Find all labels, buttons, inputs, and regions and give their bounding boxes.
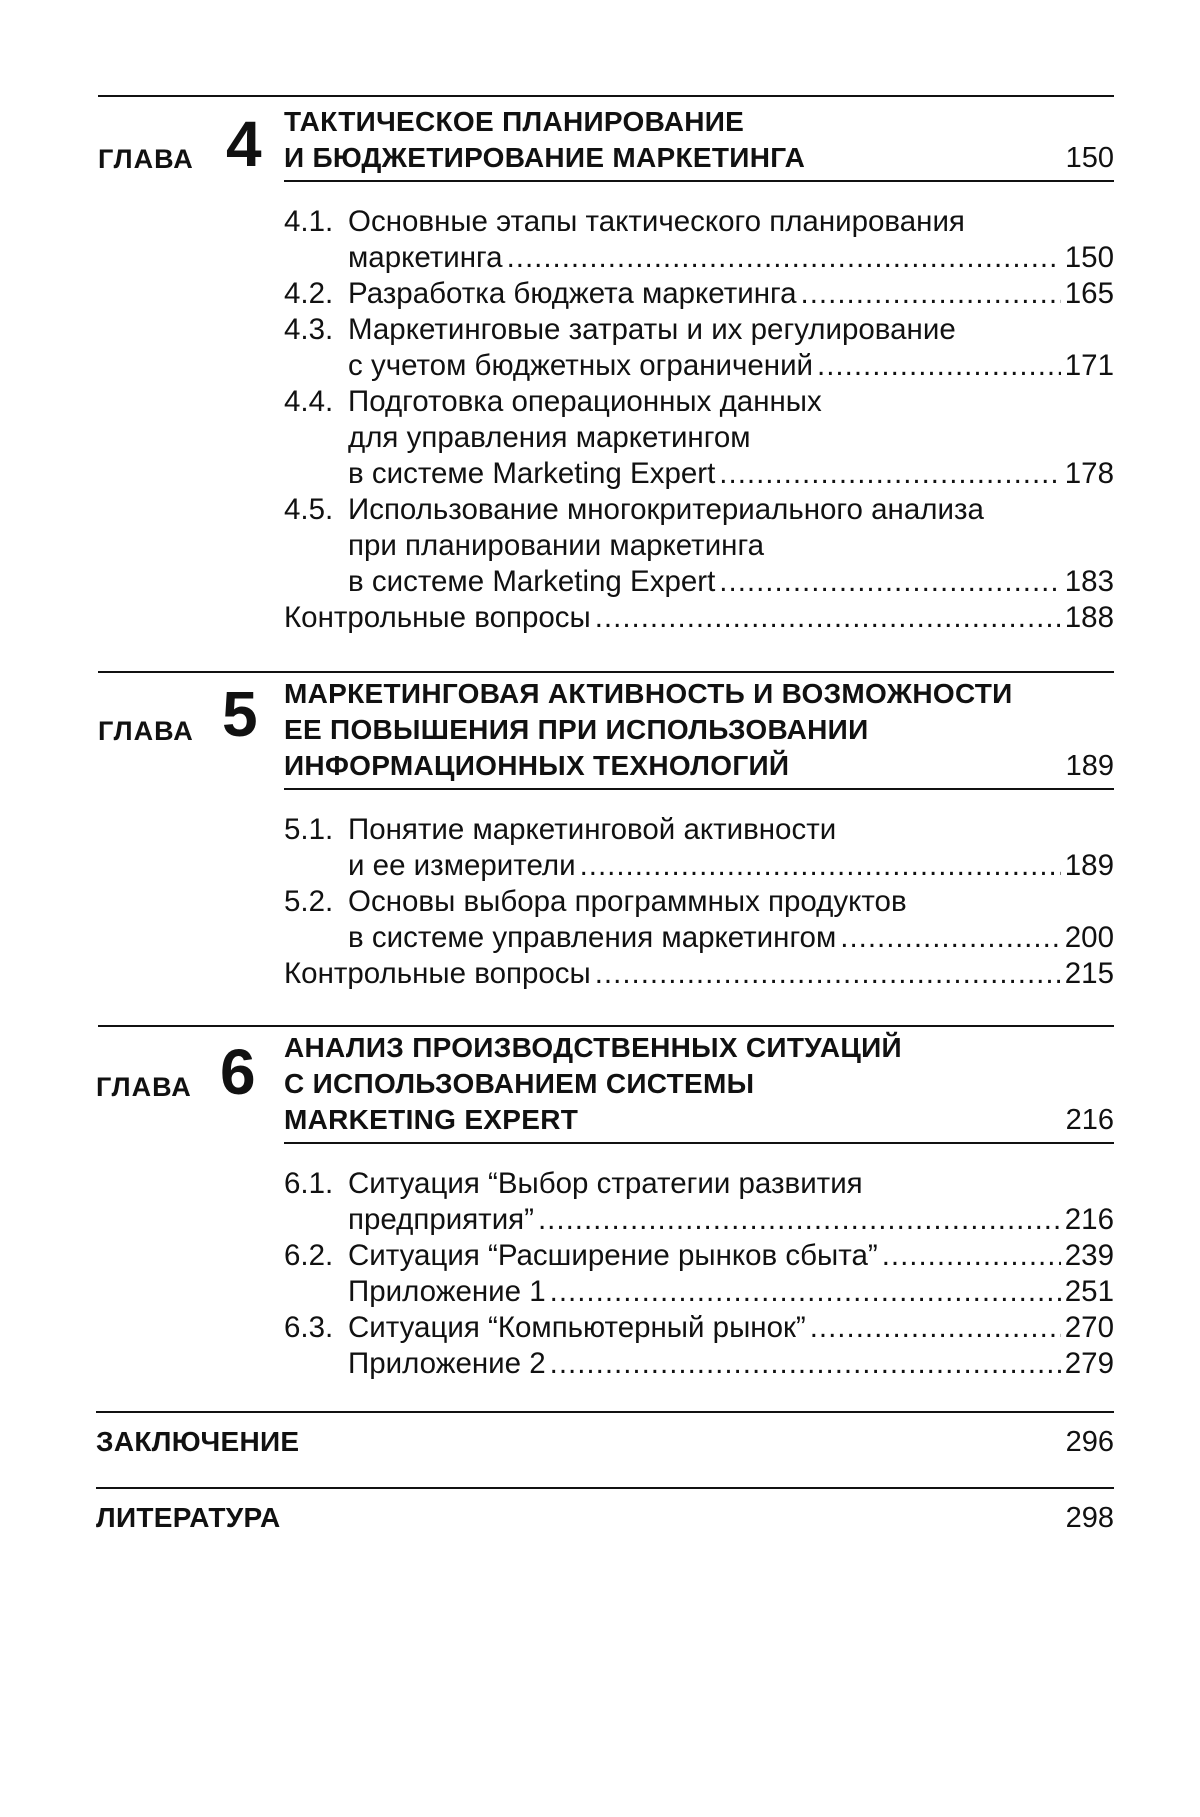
section-number: 4.1. xyxy=(284,205,334,238)
section-title-line: Приложение 2 xyxy=(348,1347,546,1380)
section-number: 4.3. xyxy=(284,313,334,346)
divider xyxy=(96,1411,1114,1413)
questions-label: Контрольные вопросы xyxy=(284,601,591,634)
section-title-line: Ситуация “Выбор стратегии развития xyxy=(348,1167,863,1200)
leader-dots xyxy=(595,956,1061,992)
leader-row xyxy=(348,1310,1114,1346)
section-title-line: для управления маркетингом xyxy=(348,421,751,454)
section-title-line: Маркетинговые затраты и их регулирование xyxy=(348,313,956,346)
leader-row xyxy=(348,1346,1114,1382)
divider xyxy=(98,95,1114,97)
section-number: 4.5. xyxy=(284,493,334,526)
section-title-line: Подготовка операционных данных xyxy=(348,385,822,418)
chapter-title xyxy=(284,104,805,176)
leader-dots xyxy=(550,1346,1061,1382)
section-title-line: Разработка бюджета маркетинга xyxy=(348,277,797,310)
section-number: 5.2. xyxy=(284,885,334,918)
leader-row xyxy=(284,956,1114,992)
leader-row xyxy=(284,600,1114,636)
chapter-title-line: ТАКТИЧЕСКОЕ ПЛАНИРОВАНИЕ xyxy=(284,106,745,137)
page-number: 165 xyxy=(1064,277,1114,310)
leader-row xyxy=(348,276,1114,312)
toc-entry[interactable] xyxy=(284,1310,1114,1346)
page-number: 171 xyxy=(1064,349,1114,382)
section-title-line: Использование многокритериального анализа xyxy=(348,493,984,526)
leader-row xyxy=(348,1238,1114,1274)
section-title-line: и ее измерители xyxy=(348,849,576,882)
page-number: 216 xyxy=(1064,1203,1114,1236)
leader-dots xyxy=(550,1274,1061,1310)
leader-dots xyxy=(801,276,1061,312)
leader-row xyxy=(348,1202,1114,1238)
chapter-page[interactable]: 150 xyxy=(1065,142,1114,174)
leader-dots xyxy=(507,240,1061,276)
leader-row xyxy=(348,240,1114,276)
chapter-title-line: ЕЕ ПОВЫШЕНИЯ ПРИ ИСПОЛЬЗОВАНИИ xyxy=(284,714,869,745)
conclusion-page: 296 xyxy=(1065,1426,1114,1458)
section-title-line: маркетинга xyxy=(348,241,503,274)
page-number: 150 xyxy=(1064,241,1114,274)
section-number: 5.1. xyxy=(284,813,334,846)
literature-page: 298 xyxy=(1065,1502,1114,1534)
leader-row xyxy=(348,1274,1114,1310)
leader-dots xyxy=(719,564,1060,600)
leader-row xyxy=(348,348,1114,384)
toc-entry-appendix[interactable] xyxy=(284,1274,1114,1310)
chapter-label: ГЛАВА xyxy=(96,1072,192,1102)
section-title-line: с учетом бюджетных ограничений xyxy=(348,349,814,382)
page-number: 188 xyxy=(1064,601,1114,634)
leader-row xyxy=(348,848,1114,884)
section-title-line: Ситуация “Компьютерный рынок” xyxy=(348,1311,806,1344)
leader-row xyxy=(348,920,1114,956)
leader-dots xyxy=(719,456,1060,492)
section-number: 4.4. xyxy=(284,385,334,418)
chapter-title-line: MARKETING EXPERT xyxy=(284,1104,579,1135)
chapter-number: 6 xyxy=(220,1036,256,1108)
section-title-line: при планировании маркетинга xyxy=(348,529,764,562)
page-number: 215 xyxy=(1064,957,1114,990)
leader-dots xyxy=(817,348,1061,384)
page-number: 279 xyxy=(1064,1347,1114,1380)
section-number: 6.3. xyxy=(284,1311,334,1344)
leader-row xyxy=(348,564,1114,600)
section-number: 6.2. xyxy=(284,1239,334,1272)
chapter-title-line: АНАЛИЗ ПРОИЗВОДСТВЕННЫХ СИТУАЦИЙ xyxy=(284,1032,902,1063)
leader-row xyxy=(348,456,1114,492)
page-number: 270 xyxy=(1064,1311,1114,1344)
page-number: 251 xyxy=(1064,1275,1114,1308)
conclusion-title: ЗАКЛЮЧЕНИЕ xyxy=(96,1426,300,1457)
toc-entry[interactable] xyxy=(284,812,1114,884)
leader-dots xyxy=(580,848,1061,884)
chapter-page[interactable]: 189 xyxy=(1065,750,1114,782)
leader-dots xyxy=(882,1238,1061,1274)
literature-title: ЛИТЕРАТУРА xyxy=(96,1502,281,1533)
chapter-label: ГЛАВА xyxy=(98,716,194,746)
leader-dots xyxy=(840,920,1061,956)
section-title-line: Приложение 1 xyxy=(348,1275,546,1308)
toc-entry[interactable] xyxy=(284,276,1114,312)
page-number: 189 xyxy=(1064,849,1114,882)
toc-entry[interactable] xyxy=(284,204,1114,276)
section-title-line: Основы выбора программных продуктов xyxy=(348,885,907,918)
toc-entry-questions[interactable] xyxy=(284,600,1114,636)
chapter-title xyxy=(284,1030,902,1138)
chapter-title-line: И БЮДЖЕТИРОВАНИЕ МАРКЕТИНГА xyxy=(284,142,806,173)
page-number: 183 xyxy=(1064,565,1114,598)
chapter-title-line: ИНФОРМАЦИОННЫХ ТЕХНОЛОГИЙ xyxy=(284,750,790,781)
section-title-line: Понятие маркетинговой активности xyxy=(348,813,837,846)
chapter-title xyxy=(284,676,1013,784)
section-title-line: в системе Marketing Expert xyxy=(348,457,716,490)
chapter-number: 5 xyxy=(222,678,258,750)
divider xyxy=(284,180,1114,182)
leader-dots xyxy=(810,1310,1061,1346)
divider xyxy=(98,1025,1114,1027)
divider xyxy=(98,671,1114,673)
leader-dots xyxy=(595,600,1061,636)
divider xyxy=(96,1487,1114,1489)
chapter-page[interactable]: 216 xyxy=(1065,1104,1114,1136)
page-number: 200 xyxy=(1064,921,1114,954)
chapter-title-line: МАРКЕТИНГОВАЯ АКТИВНОСТЬ И ВОЗМОЖНОСТИ xyxy=(284,678,1013,709)
chapter-label: ГЛАВА xyxy=(98,144,194,174)
toc-entry[interactable] xyxy=(284,884,1114,956)
section-number: 6.1. xyxy=(284,1167,334,1200)
toc-entry[interactable] xyxy=(284,492,1114,600)
chapter-title-line: С ИСПОЛЬЗОВАНИЕМ СИСТЕМЫ xyxy=(284,1068,755,1099)
section-title-line: в системе управления маркетингом xyxy=(348,921,837,954)
toc-entry[interactable] xyxy=(284,384,1114,492)
section-number: 4.2. xyxy=(284,277,334,310)
divider xyxy=(284,788,1114,790)
divider xyxy=(284,1142,1114,1144)
page-number: 239 xyxy=(1064,1239,1114,1272)
toc-entry[interactable] xyxy=(284,312,1114,384)
toc-entry-questions[interactable] xyxy=(284,956,1114,992)
toc-entry-appendix[interactable] xyxy=(284,1346,1114,1382)
toc-entry[interactable] xyxy=(284,1166,1114,1238)
section-title-line: Основные этапы тактического планирования xyxy=(348,205,965,238)
page-number: 178 xyxy=(1064,457,1114,490)
toc-entry[interactable] xyxy=(284,1238,1114,1274)
questions-label: Контрольные вопросы xyxy=(284,957,591,990)
section-title-line: предприятия” xyxy=(348,1203,534,1236)
leader-dots xyxy=(538,1202,1061,1238)
section-title-line: в системе Marketing Expert xyxy=(348,565,716,598)
chapter-number: 4 xyxy=(226,108,262,180)
section-title-line: Ситуация “Расширение рынков сбыта” xyxy=(348,1239,878,1272)
